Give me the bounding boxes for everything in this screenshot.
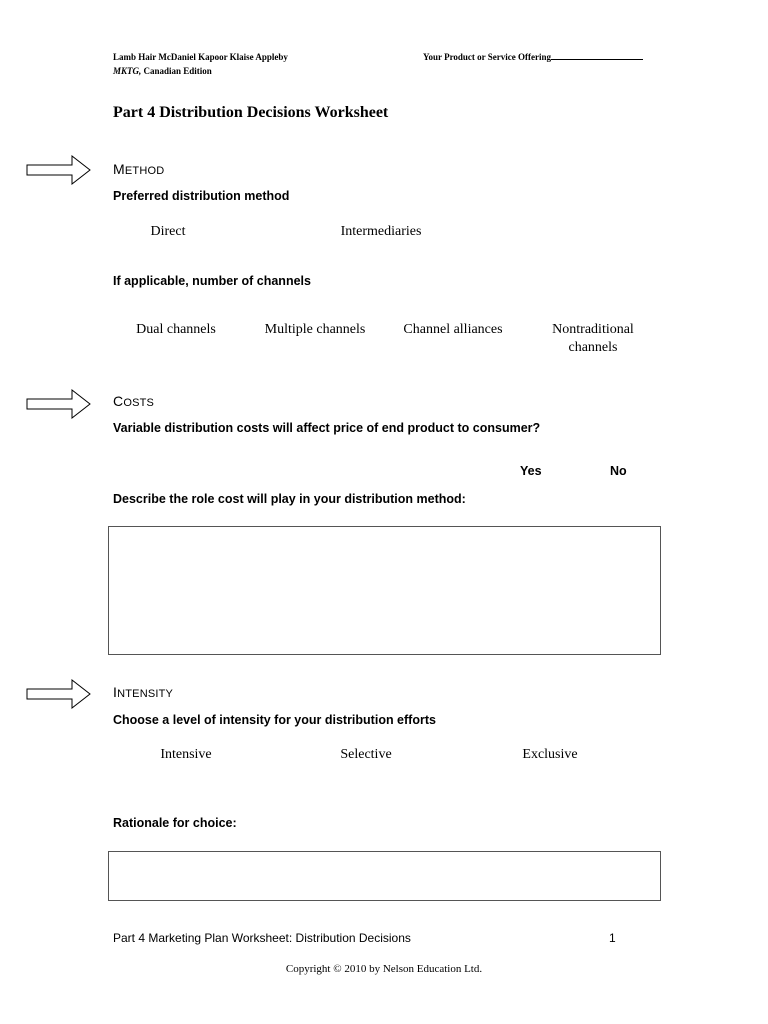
- copyright: Copyright © 2010 by Nelson Education Ltd.: [285, 963, 483, 975]
- question-role-of-cost: Describe the role cost will play in your distribution method:: [113, 492, 466, 506]
- rationale-answer-box[interactable]: [108, 851, 661, 901]
- page-number: 1: [609, 931, 616, 945]
- question-variable-costs: Variable distribution costs will affect price of end product to consumer?: [113, 421, 541, 435]
- option-selective[interactable]: Selective: [340, 747, 392, 762]
- method-arrow-icon: [26, 155, 92, 185]
- page-title: Part 4 Distribution Decisions Worksheet: [113, 104, 389, 121]
- option-multiple-channels[interactable]: Multiple channels: [264, 322, 366, 337]
- header-authors-block: [113, 50, 288, 78]
- header-edition: Canadian Edition: [141, 66, 212, 76]
- section-heading-costs: COSTS: [113, 393, 155, 409]
- section-heading-intensity: INTENSITY: [113, 684, 174, 700]
- option-no[interactable]: No: [610, 464, 627, 478]
- option-intermediaries[interactable]: Intermediaries: [340, 224, 422, 239]
- header-edition-line: [113, 64, 288, 78]
- option-direct[interactable]: Direct: [150, 224, 186, 239]
- header-book-title: MKTG,: [113, 66, 142, 76]
- costs-arrow-icon: [26, 389, 92, 419]
- option-nontraditional-channels[interactable]: Nontraditional channels: [552, 322, 634, 355]
- option-channel-alliances[interactable]: Channel alliances: [403, 322, 503, 337]
- section-heading-method: METHOD: [113, 161, 165, 177]
- option-intensive[interactable]: Intensive: [160, 747, 212, 762]
- question-number-of-channels: If applicable, number of channels: [113, 274, 311, 288]
- footer-title: Part 4 Marketing Plan Worksheet: Distribution Decisions: [113, 931, 411, 945]
- cost-role-answer-box[interactable]: [108, 526, 661, 655]
- intensity-arrow-icon: [26, 679, 92, 709]
- option-exclusive[interactable]: Exclusive: [522, 747, 578, 762]
- product-blank-line[interactable]: [551, 50, 643, 60]
- option-yes[interactable]: Yes: [520, 464, 542, 478]
- header-product-label: Your Product or Service Offering: [423, 52, 551, 62]
- option-dual-channels[interactable]: Dual channels: [136, 322, 216, 337]
- question-intensity-level: Choose a level of intensity for your distribution efforts: [113, 713, 436, 727]
- header-product-field: [423, 50, 643, 64]
- question-rationale: Rationale for choice:: [113, 816, 237, 830]
- question-preferred-method: Preferred distribution method: [113, 189, 290, 203]
- header-authors: Lamb Hair McDaniel Kapoor Klaise Appleby: [113, 52, 288, 62]
